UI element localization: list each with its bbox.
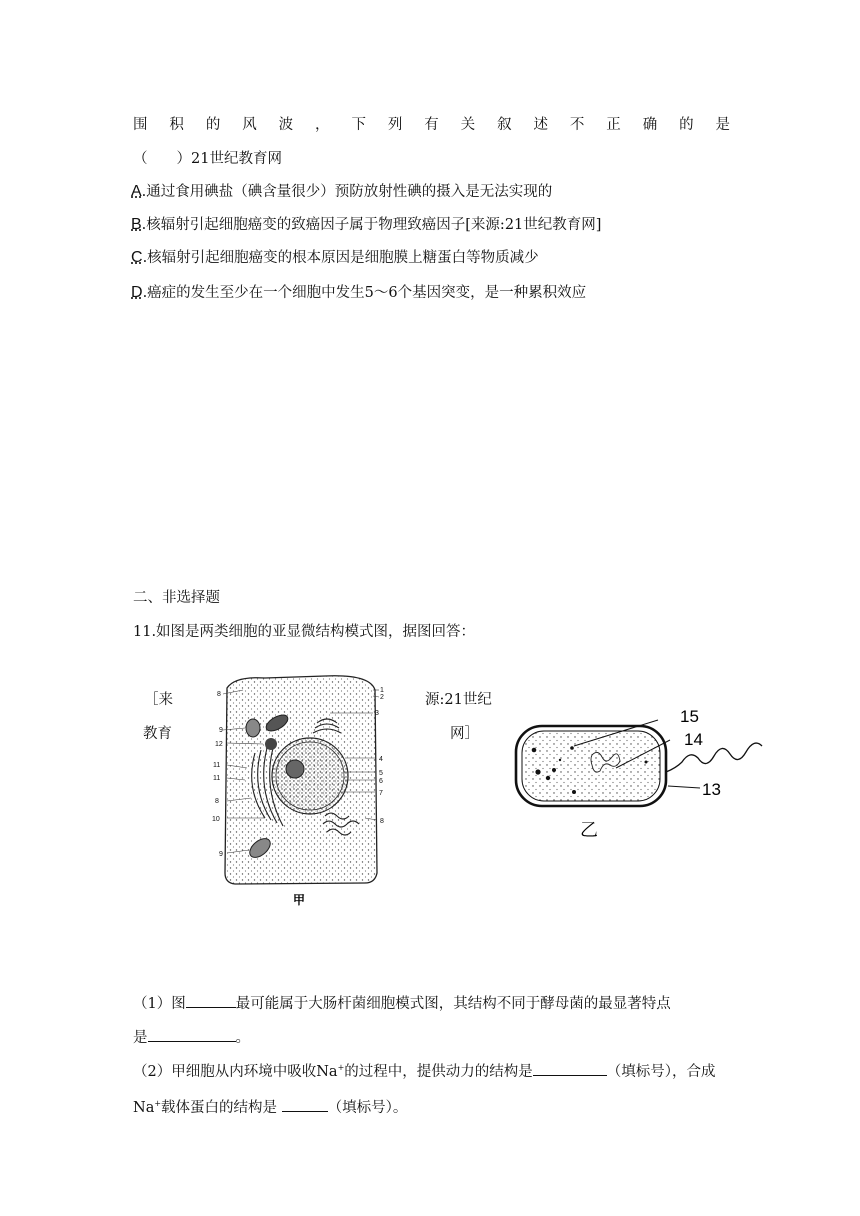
question-10-line-1 xyxy=(133,113,730,134)
q2-text: 的过程中，提供动力的结构是 xyxy=(344,1064,533,1080)
option-a-text: .通过食用碘盐（碘含量很少）预防放射性碘的摄入是无法实现的 xyxy=(141,184,553,200)
line-1-char: 围 xyxy=(133,117,148,133)
q2-na: Na xyxy=(133,1100,155,1116)
label-9a: 9 xyxy=(219,727,223,734)
subquestion-1-line-1 xyxy=(133,992,671,1013)
q1-prefix: （1）图 xyxy=(133,996,186,1012)
option-a[interactable] xyxy=(131,180,552,201)
line-1-char: 不 xyxy=(569,117,585,133)
line-1-char: 波 xyxy=(278,117,294,133)
q2-blank-protein[interactable] xyxy=(282,1097,328,1112)
subquestion-2-line-2 xyxy=(133,1096,407,1117)
line-1-char: 积 xyxy=(169,117,184,133)
label-14: 14 xyxy=(684,730,703,749)
watermark-right-1: 源:21世纪 xyxy=(425,692,492,708)
label-11a: 11 xyxy=(213,762,221,769)
q1-end: 。 xyxy=(235,1030,250,1046)
figure-jia-caption: 甲 xyxy=(293,893,306,907)
label-13: 13 xyxy=(702,780,721,799)
line-1-char: 关 xyxy=(460,117,476,133)
label-15: 15 xyxy=(680,707,699,726)
question-11-stem: 11.如图是两类细胞的亚显微结构模式图，据图回答： xyxy=(133,624,476,640)
line-1-char: 正 xyxy=(606,117,621,133)
q2-blank-energy[interactable] xyxy=(533,1061,607,1076)
animal-cell-figure xyxy=(205,668,405,913)
q1-blank-figure[interactable] xyxy=(186,993,236,1008)
q2-text-2: （填标号），合成 xyxy=(606,1064,716,1080)
label-9b: 9 xyxy=(219,851,223,858)
subquestion-1-line-2 xyxy=(133,1026,250,1047)
label-6: 6 xyxy=(379,778,383,785)
option-d-text: .癌症的发生至少在一个细胞中发生5～6个基因突变，是一种累积效应 xyxy=(142,285,587,301)
watermark-left-2: 教育 xyxy=(143,726,172,742)
label-8b: 8 xyxy=(215,798,219,805)
line-1-char: 确 xyxy=(642,117,658,133)
line-1-char: 是 xyxy=(715,117,730,133)
watermark-left-1: ［来 xyxy=(144,692,173,708)
line-1-char: 的 xyxy=(205,117,221,133)
line-1-char: 叙 xyxy=(497,117,512,133)
option-a-letter: A xyxy=(131,183,142,200)
option-b-letter: B xyxy=(131,216,142,233)
option-c[interactable] xyxy=(131,246,539,267)
na-superscript-2: + xyxy=(154,1099,162,1109)
option-d[interactable] xyxy=(131,281,586,302)
q2-prefix: （2）甲细胞从内环境中吸收Na xyxy=(133,1064,338,1080)
label-11b: 11 xyxy=(213,775,221,782)
line-1-char: 述 xyxy=(533,117,548,133)
label-8a: 8 xyxy=(217,691,221,698)
option-c-letter: C xyxy=(131,249,143,266)
label-7: 7 xyxy=(379,790,383,797)
section-heading: 二、非选择题 xyxy=(133,590,220,606)
line-1-char: ， xyxy=(315,117,330,133)
label-4: 4 xyxy=(379,756,383,763)
label-8c: 8 xyxy=(380,818,384,825)
na-superscript-1: + xyxy=(337,1063,345,1073)
question-10-paren: （ ）21世纪教育网 xyxy=(133,151,282,167)
q1-text: 最可能属于大肠杆菌细胞模式图，其结构不同于酵母菌的最显著特点 xyxy=(235,996,671,1012)
bacterium-figure xyxy=(510,700,780,845)
line-1-char: 列 xyxy=(387,117,403,133)
subquestion-2-line-1 xyxy=(133,1060,716,1081)
line-1-char: 风 xyxy=(242,117,257,133)
line-1-char: 有 xyxy=(424,117,439,133)
line-1-char: 下 xyxy=(351,117,366,133)
option-d-letter: D xyxy=(131,284,143,301)
label-10: 10 xyxy=(212,816,220,823)
label-12: 12 xyxy=(215,741,223,748)
line-1-char: 的 xyxy=(679,117,694,133)
option-c-text: .核辐射引起细胞癌变的根本原因是细胞膜上糖蛋白等物质减少 xyxy=(142,250,539,266)
label-5: 5 xyxy=(379,770,383,777)
label-2: 2 xyxy=(380,694,384,701)
watermark-right-2: 网］ xyxy=(450,726,479,742)
q1-blank-feature[interactable] xyxy=(148,1027,236,1042)
label-1: 1 xyxy=(380,687,384,694)
option-b-text: .核辐射引起细胞癌变的致癌因子属于物理致癌因子[来源:21世纪教育网] xyxy=(141,217,602,233)
figure-yi-caption: 乙 xyxy=(580,820,598,841)
label-3: 3 xyxy=(375,710,379,717)
q2-end: （填标号）。 xyxy=(327,1100,408,1116)
option-b[interactable] xyxy=(131,213,601,234)
q1-shi: 是 xyxy=(133,1030,148,1046)
q2-text-3: 载体蛋白的结构是 xyxy=(161,1100,278,1116)
